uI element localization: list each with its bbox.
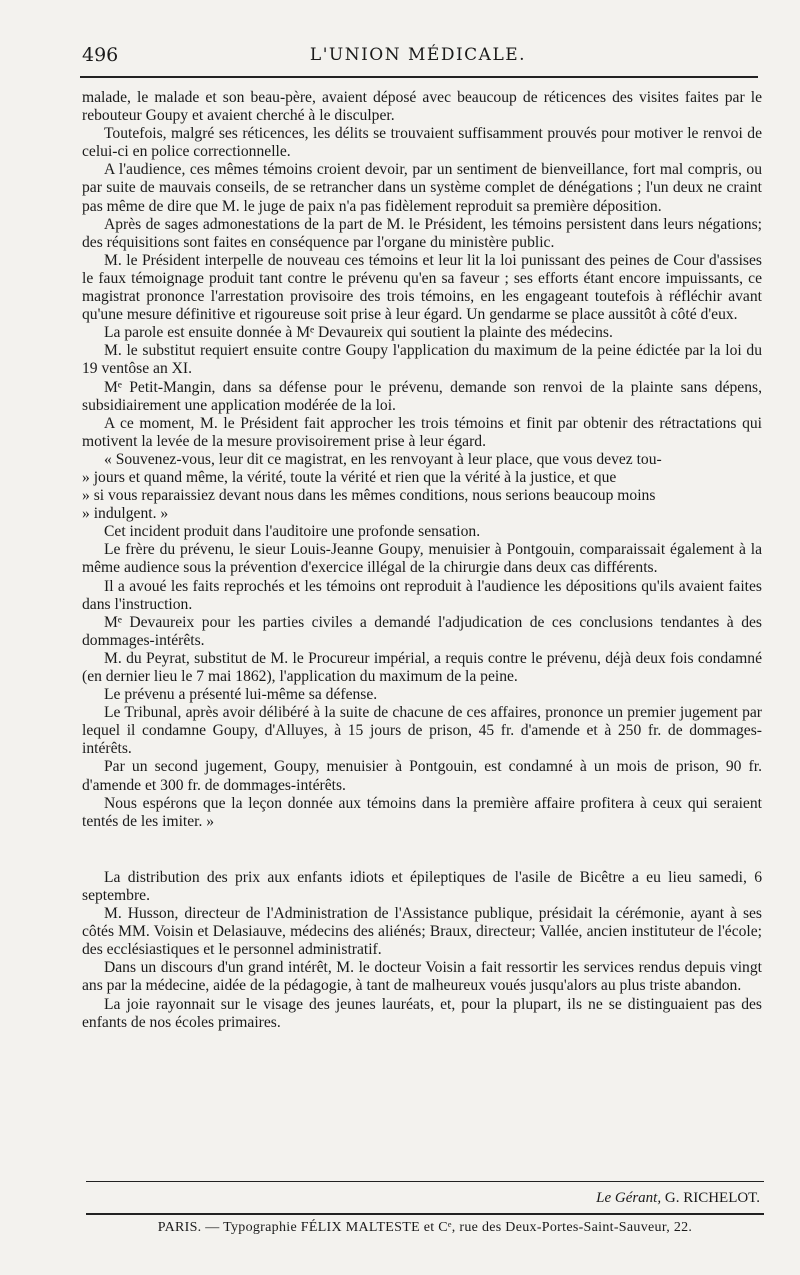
- paragraph: M. le substitut requiert ensuite contre Goupy l'application du maximum de la peine édictée par la loi du 19 ventôse an XI.: [82, 342, 762, 378]
- quote-line: « Souvenez-vous, leur dit ce magistrat, en les renvoyant à leur place, que vous devez tou-: [104, 450, 662, 468]
- paragraph: Cet incident produit dans l'auditoire une profonde sensation.: [104, 523, 481, 541]
- paragraph: M. le Président interpelle de nouveau ces témoins et leur lit la loi punissant des peines de Cour d'assises le faux témoignage produit tant contre le prévenu qu'en sa faveur ; ses efforts étant encore impuissants, ce magistrat prononce l'arrestation provisoire des trois témoins, en les engageant toutefois à réfléchir avant qu'une mesure définitive et rigoureuse soit prise à leur égard. Un gendarme se place aussitôt à côté d'eux.: [82, 251, 762, 324]
- signature: [596, 1190, 760, 1207]
- paragraph: Par un second jugement, Goupy, menuisier à Pontgouin, est condamné à un mois de prison, 90 fr. d'amende et 300 fr. de dommages-intérêts.: [82, 758, 762, 794]
- paragraph: Toutefois, malgré ses réticences, les délits se trouvaient suffisamment prouvés pour motiver le renvoi de celui-ci en police correctionnelle.: [82, 125, 762, 161]
- paragraph: Dans un discours d'un grand intérêt, M. le docteur Voisin a fait ressortir les services rendus depuis vingt ans par la médecine, aidée de la pédagogie, à tant de malheureux voués jusqu'alors au plus triste abandon.: [82, 959, 762, 995]
- page-number: 496: [82, 44, 119, 66]
- section-gap: [82, 831, 762, 869]
- article-body: [82, 89, 762, 1032]
- page-header: [82, 44, 754, 72]
- paragraph: A ce moment, M. le Président fait approcher les trois témoins et finit par obtenir des rétractations qui motivent la levée de la mesure provisoirement prise à leur égard.: [82, 414, 762, 450]
- paragraph: Mᵉ Petit-Mangin, dans sa défense pour le prévenu, demande son renvoi de la plainte sans dépens, subsidiairement une application modérée de la loi.: [82, 378, 762, 414]
- paragraph: malade, le malade et son beau-père, avaient déposé avec beaucoup de réticences des visites faites par le rebouteur Goupy et avaient cherché à le disculper.: [82, 89, 762, 125]
- magistrate-quote: [82, 451, 762, 523]
- paragraph: Le Tribunal, après avoir délibéré à la suite de chacune de ces affaires, prononce un premier jugement par lequel il condamne Goupy, d'Alluyes, à 15 jours de prison, 45 fr. d'amende et à 250 fr. de dommages-intérêts.: [82, 704, 762, 758]
- footer-rule: [86, 1181, 764, 1182]
- signature-name: G. RICHELOT.: [664, 1190, 760, 1206]
- header-rule: [80, 76, 758, 78]
- printer-imprint: PARIS. — Typographie FÉLIX MALTESTE et Cᵉ, rue des Deux-Portes-Saint-Sauveur, 22.: [157, 1220, 693, 1235]
- paragraph: Après de sages admonestations de la part de M. le Président, les témoins persistent dans leurs négations; des réquisitions sont faites en conséquence par l'organe du ministère public.: [82, 215, 762, 251]
- paragraph: A l'audience, ces mêmes témoins croient devoir, par un sentiment de bienveillance, fort mal compris, ou par suite de mauvais conseils, de se retrancher dans un système complet de dénégations ; l'un deux ne craint pas même de dire que M. le juge de paix n'a pas fidèlement reproduit sa première déposition.: [82, 161, 762, 215]
- trial-report-section: [82, 89, 762, 831]
- paragraph: Nous espérons que la leçon donnée aux témoins dans la première affaire profitera à ceux qui seraient tentés de les imiter. »: [82, 794, 762, 830]
- journal-title: L'UNION MÉDICALE.: [309, 45, 527, 65]
- paragraph: Mᵉ Devaureix pour les parties civiles a demandé l'adjudication de ces conclusions tendantes à des dommages-intérêts.: [82, 613, 762, 649]
- paragraph: La parole est ensuite donnée à Mᵉ Devaureix qui soutient la plainte des médecins.: [104, 324, 613, 342]
- footer-rule: [86, 1213, 764, 1215]
- paragraph: Il a avoué les faits reprochés et les témoins ont reproduit à l'audience les dépositions qu'ils avaient faites dans l'instruction.: [82, 577, 762, 613]
- paragraph: M. Husson, directeur de l'Administration de l'Assistance publique, présidait la cérémonie, ayant à ses côtés MM. Voisin et Delasiauve, médecins des aliénés; Braux, directeur; Vallée, ancien instituteur de l'école; des ecclésiastiques et le personnel administratif.: [82, 905, 762, 959]
- quote-line: » si vous reparaissiez devant nous dans les mêmes conditions, nous serions beaucoup moins: [82, 487, 656, 505]
- quote-line: » indulgent. »: [82, 505, 169, 523]
- paragraph: Le prévenu a présenté lui-même sa défense.: [104, 686, 378, 704]
- paragraph: M. du Peyrat, substitut de M. le Procureur impérial, a requis contre le prévenu, déjà deux fois condamné (en dernier lieu le 7 mai 1862), l'application du maximum de la peine.: [82, 649, 762, 685]
- quote-line: » jours et quand même, la vérité, toute la vérité et rien que la vérité à la justice, et que: [82, 468, 617, 486]
- paragraph: La distribution des prix aux enfants idiots et épileptiques de l'asile de Bicêtre a eu lieu samedi, 6 septembre.: [82, 868, 762, 904]
- signature-role: Le Gérant,: [596, 1190, 662, 1206]
- paragraph: La joie rayonnait sur le visage des jeunes lauréats, et, pour la plupart, ils ne se distinguaient pas des enfants de nos écoles primaires.: [82, 995, 762, 1031]
- bicetre-news-section: [82, 869, 762, 1032]
- paragraph: Le frère du prévenu, le sieur Louis-Jeanne Goupy, menuisier à Pontgouin, comparaissait également à la même audience sous la prévention d'exercice illégal de la chirurgie dans deux cas différents.: [82, 541, 762, 577]
